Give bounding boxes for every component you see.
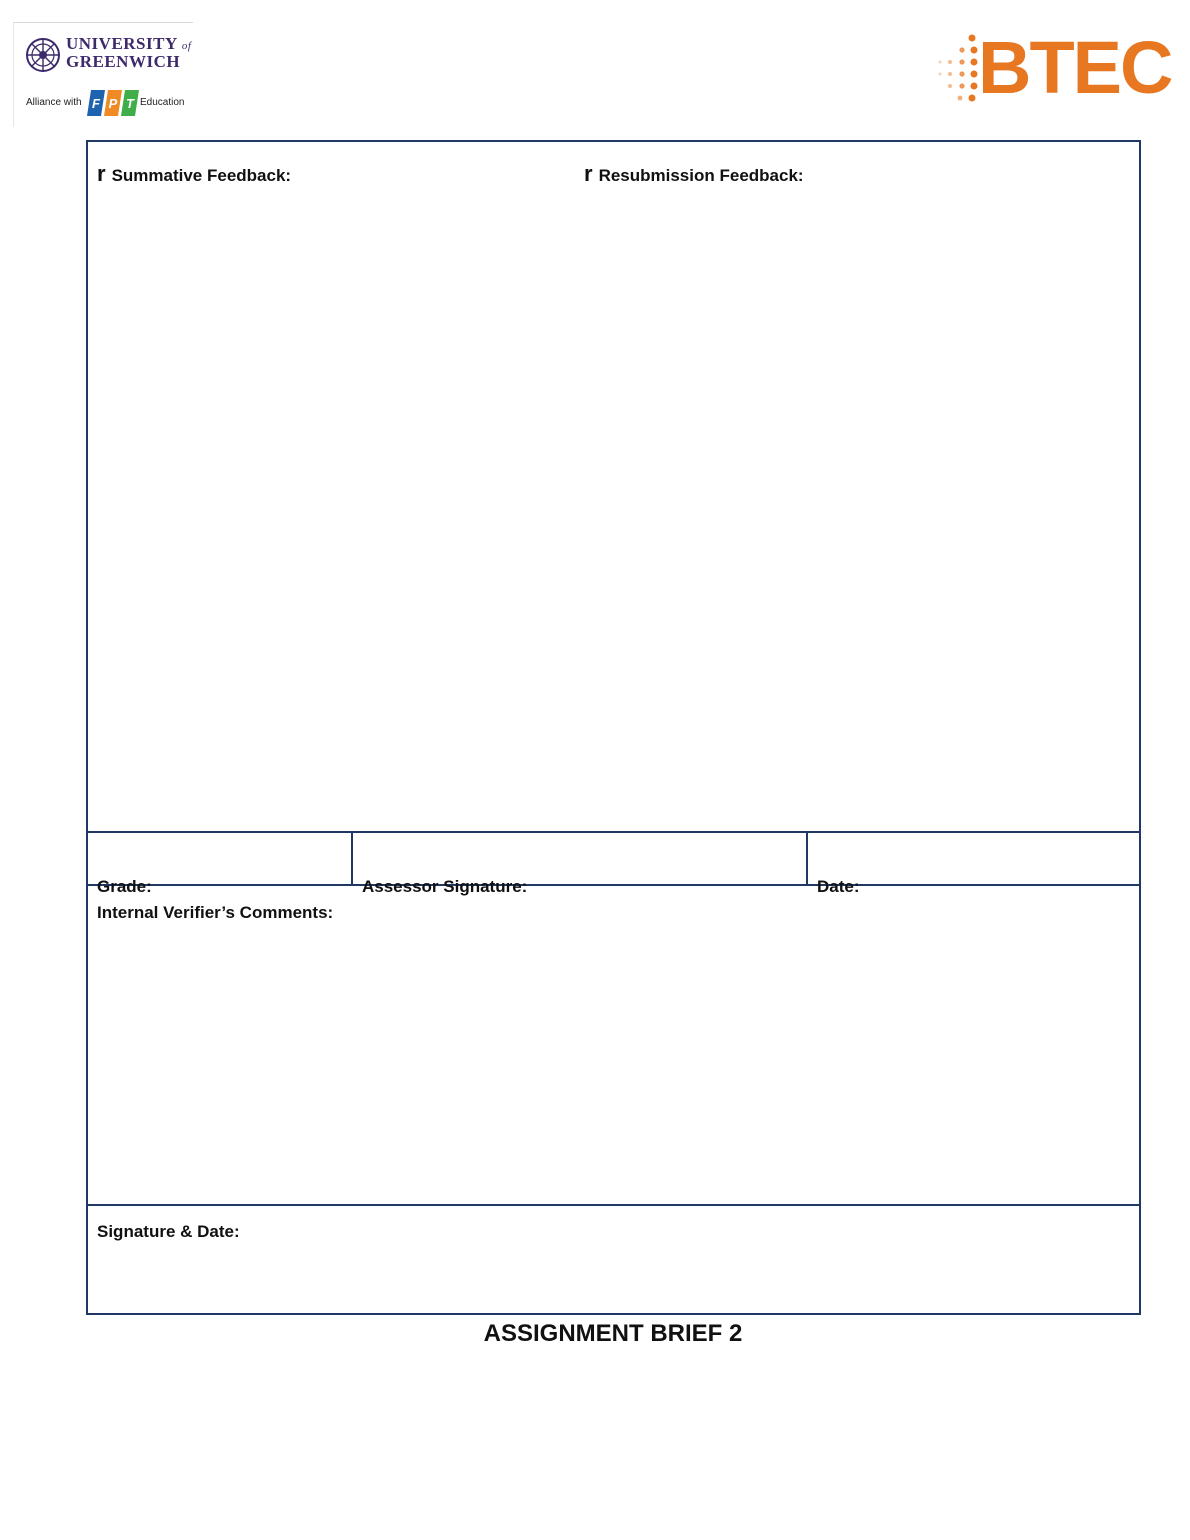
university-line1: UNIVERSITY — [66, 34, 178, 53]
greenwich-compass-icon — [24, 36, 62, 74]
fpt-logo — [87, 88, 141, 118]
summative-feedback-label: Summative Feedback: — [111, 166, 292, 185]
grade-label: Grade: — [97, 877, 152, 896]
fpt-letter-p: P — [108, 96, 118, 111]
university-line2: GREENWICH — [66, 52, 181, 71]
form-border-right — [1139, 140, 1141, 1315]
feedback-row-divider — [86, 831, 1141, 833]
resubmission-checkbox[interactable]: r — [584, 161, 593, 186]
education-text: Education — [140, 97, 185, 108]
form-border-bottom — [86, 1313, 1141, 1315]
fpt-letter-t: T — [126, 96, 134, 111]
assessor-signature-label: Assessor Signature: — [362, 877, 528, 896]
university-of: of — [181, 40, 192, 52]
form-border-top — [86, 140, 1141, 142]
resubmission-feedback-label: Resubmission Feedback: — [598, 166, 804, 185]
assessor-cell-divider — [806, 831, 808, 885]
summative-feedback-field[interactable] — [97, 161, 291, 187]
comments-row-divider — [86, 1204, 1141, 1206]
grade-cell-divider — [351, 831, 353, 885]
date-label: Date: — [817, 877, 860, 896]
university-name — [66, 36, 191, 70]
assignment-brief-title: ASSIGNMENT BRIEF 2 — [483, 1320, 743, 1347]
signature-date-label: Signature & Date: — [97, 1222, 240, 1241]
logo-frame-top — [13, 22, 193, 23]
logo-frame-left — [13, 22, 14, 127]
summative-checkbox[interactable]: r — [97, 161, 106, 186]
resubmission-feedback-field[interactable] — [584, 161, 804, 187]
fpt-letter-f: F — [92, 96, 100, 111]
internal-verifier-comments-label: Internal Verifier’s Comments: — [97, 903, 334, 922]
grade-row-divider — [86, 884, 1141, 886]
btec-logo-text: BTEC — [978, 26, 1172, 109]
btec-dots-icon — [934, 34, 984, 104]
alliance-text: Alliance with — [26, 97, 82, 108]
form-border-left — [86, 140, 88, 1315]
